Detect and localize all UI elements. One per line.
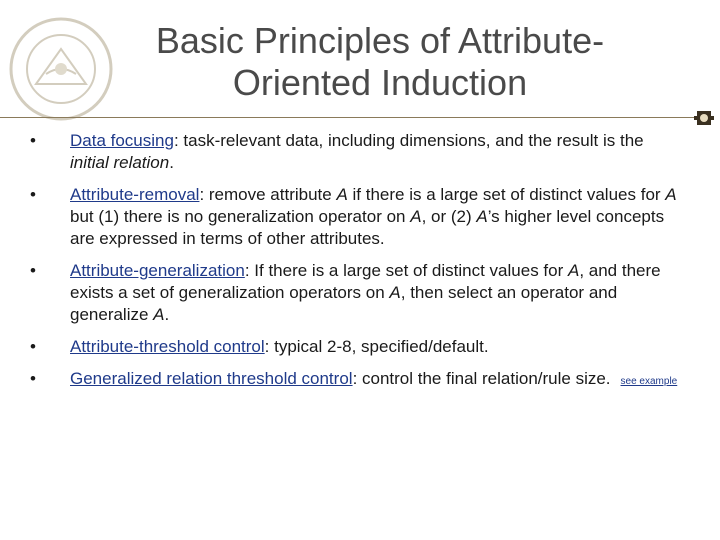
title-line-1: Basic Principles of Attribute- <box>155 20 605 61</box>
term-attribute-removal[interactable]: Attribute-removal <box>70 185 200 204</box>
bullet-attribute-threshold: • Attribute-threshold control: typical 2-8, specified/default. <box>30 337 489 356</box>
bullet-generalized-relation-threshold: • Generalized relation threshold control: control the final relation/rule size. see example <box>30 369 678 388</box>
term-attribute-generalization[interactable]: Attribute-generalization <box>70 261 245 280</box>
university-seal-icon <box>6 14 116 124</box>
see-example-link[interactable]: see example <box>620 376 678 387</box>
bullet-data-focusing: • Data focusing: task-relevant data, including dimensions, and the result is the initial relation. <box>30 131 644 172</box>
bullet-attribute-generalization: • Attribute-generalization: If there is a large set of distinct values for A, and there exists a set of generalization operators on A, then select an operator and generalize A. <box>30 261 661 324</box>
bullet-list <box>22 130 682 403</box>
title-divider <box>0 117 700 118</box>
term-generalized-relation-threshold[interactable]: Generalized relation threshold control <box>70 369 353 388</box>
term-data-focusing[interactable]: Data focusing <box>70 131 174 150</box>
term-attribute-threshold[interactable]: Attribute-threshold control <box>70 337 265 356</box>
slide-title <box>120 20 640 104</box>
title-line-2: Oriented Induction <box>232 62 528 103</box>
bullet-attribute-removal: • Attribute-removal: remove attribute A if there is a large set of distinct values for A but (1) there is no generalization operator on A, or (2) A’s higher level concepts are expressed in terms of other attributes. <box>30 185 677 248</box>
gear-ornament-icon <box>694 108 714 128</box>
